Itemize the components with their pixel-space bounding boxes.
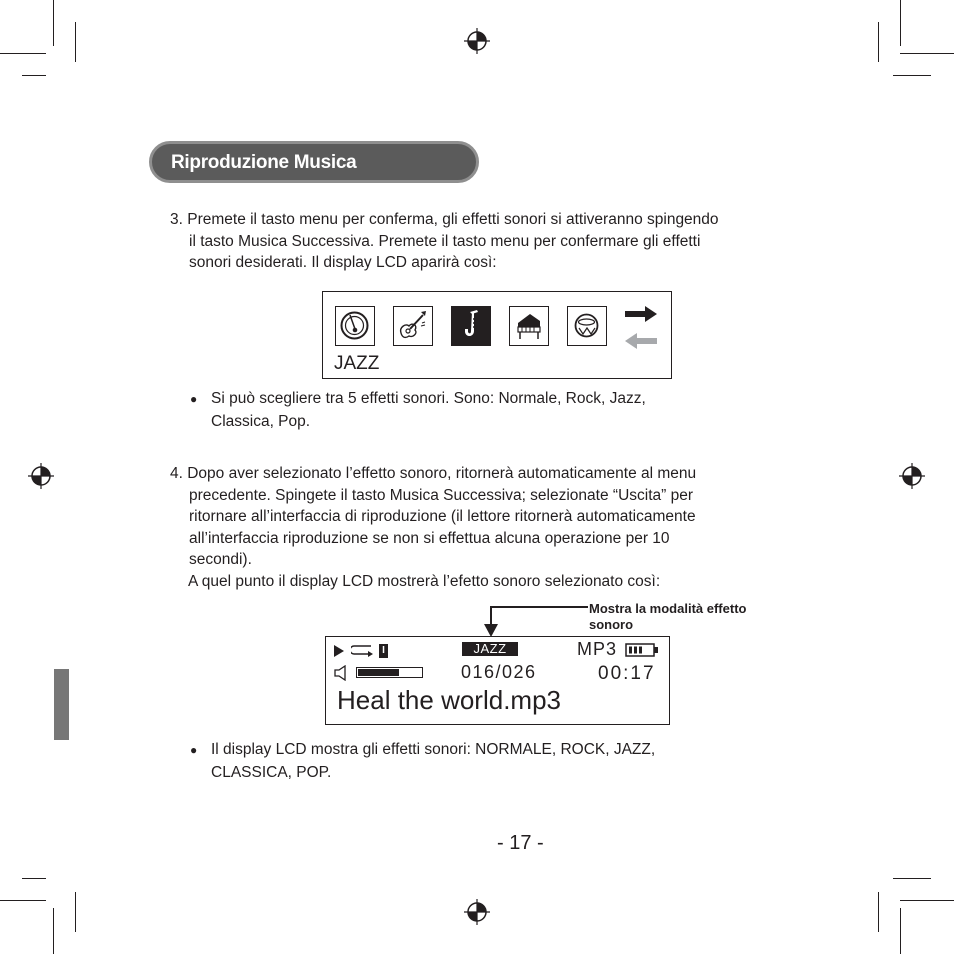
crop-mark — [900, 908, 901, 954]
text-line: secondi). — [189, 551, 252, 568]
lcd-playback-screen — [325, 636, 670, 725]
crop-mark — [878, 22, 879, 62]
eq-jazz-option[interactable] — [451, 306, 491, 346]
piano-icon — [510, 307, 547, 344]
crop-mark — [0, 900, 46, 901]
crop-mark — [22, 878, 46, 879]
crop-mark — [900, 900, 954, 901]
crop-mark — [900, 0, 901, 46]
eq-rock-option[interactable] — [393, 306, 433, 346]
registration-mark-icon — [899, 463, 925, 489]
registration-mark-icon — [28, 463, 54, 489]
bullet-2-text — [190, 739, 655, 783]
step-3-text — [170, 209, 719, 274]
text-line: 4. Dopo aver selezionato l’effetto sonoro, ritornerà automaticamente al menu — [170, 465, 697, 482]
bullet-1-text — [190, 388, 646, 432]
repeat-icon — [351, 643, 379, 659]
text-line: il tasto Musica Successiva. Premete il tasto menu per confermare gli effetti — [189, 232, 701, 250]
eq-pop-option[interactable] — [567, 306, 607, 346]
text-line: CLASSICA, POP. — [211, 763, 332, 781]
crop-mark — [75, 22, 76, 62]
crop-mark — [900, 53, 954, 54]
guitar-icon — [394, 307, 431, 344]
text-span: Il display LCD mostra gli effetti sonori: NORMALE, ROCK, JAZZ, — [211, 741, 656, 758]
crop-mark — [22, 75, 46, 76]
battery-bar — [634, 647, 637, 654]
crop-mark — [53, 0, 54, 46]
eq-selected-label: JAZZ — [334, 353, 380, 374]
text-line: Classica, Pop. — [211, 412, 311, 430]
callout-text — [589, 601, 746, 633]
crop-mark — [893, 75, 931, 76]
registration-mark-icon — [464, 28, 490, 54]
speaker-icon — [334, 665, 348, 681]
eq-badge-text: JAZZ — [473, 641, 507, 656]
play-icon — [334, 645, 344, 657]
eq-normal-option[interactable] — [335, 306, 375, 346]
crop-mark — [75, 892, 76, 932]
section-title: Riproduzione Musica — [171, 152, 357, 173]
section-side-tab — [54, 669, 69, 740]
battery-icon — [625, 643, 661, 657]
text-line: 3. Premete il tasto menu per conferma, gli effetti sonori si attiveranno spingendo — [170, 211, 719, 228]
text-line: sonoro — [589, 617, 634, 632]
track-counter: 016/026 — [461, 662, 537, 682]
eq-badge — [462, 642, 518, 656]
crop-mark — [878, 892, 879, 932]
normal-eq-icon — [336, 307, 373, 344]
next-arrow-icon[interactable] — [625, 306, 657, 322]
text-line — [190, 388, 646, 411]
text-line: sonori desiderati. Il display LCD aparirà così: — [189, 254, 497, 271]
battery-bar — [629, 647, 632, 654]
repeat-badge-text: I — [382, 645, 385, 656]
bullet-marker: ● — [190, 392, 198, 406]
volume-bar[interactable] — [356, 667, 423, 678]
repeat-badge — [379, 644, 388, 658]
prev-arrow-icon[interactable] — [625, 333, 657, 349]
section-title-pill — [149, 141, 479, 183]
text-line: precedente. Spingete il tasto Musica Successiva; selezionate “Uscita” per — [189, 486, 693, 504]
bullet-marker: ● — [190, 743, 198, 757]
saxophone-icon — [452, 307, 489, 344]
volume-fill — [358, 669, 399, 676]
registration-mark-icon — [464, 899, 490, 925]
crop-mark — [893, 878, 931, 879]
crop-mark — [0, 53, 46, 54]
lcd-eq-selector — [322, 291, 672, 379]
crop-mark — [53, 908, 54, 954]
text-line: Mostra la modalità effetto — [589, 601, 747, 616]
elapsed-time: 00:17 — [598, 663, 656, 684]
text-span: Si può scegliere tra 5 effetti sonori. Sono: Normale, Rock, Jazz, — [211, 390, 646, 407]
format-label: MP3 — [577, 639, 618, 659]
drum-icon — [568, 307, 605, 344]
page-number: - 17 - — [497, 832, 544, 854]
step-4-text — [170, 463, 696, 592]
song-title: Heal the world.mp3 — [337, 685, 561, 715]
text-line: ritornare all’interfaccia di riproduzione (il lettore ritornerà automaticamente — [189, 508, 696, 525]
eq-classic-option[interactable] — [509, 306, 549, 346]
text-line — [190, 739, 655, 762]
battery-bar — [639, 647, 642, 654]
text-line: all’interfaccia riproduzione se non si effettua alcuna operazione per 10 — [189, 529, 670, 547]
text-line: A quel punto il display LCD mostrerà l’efetto sonoro selezionato così: — [188, 572, 661, 590]
